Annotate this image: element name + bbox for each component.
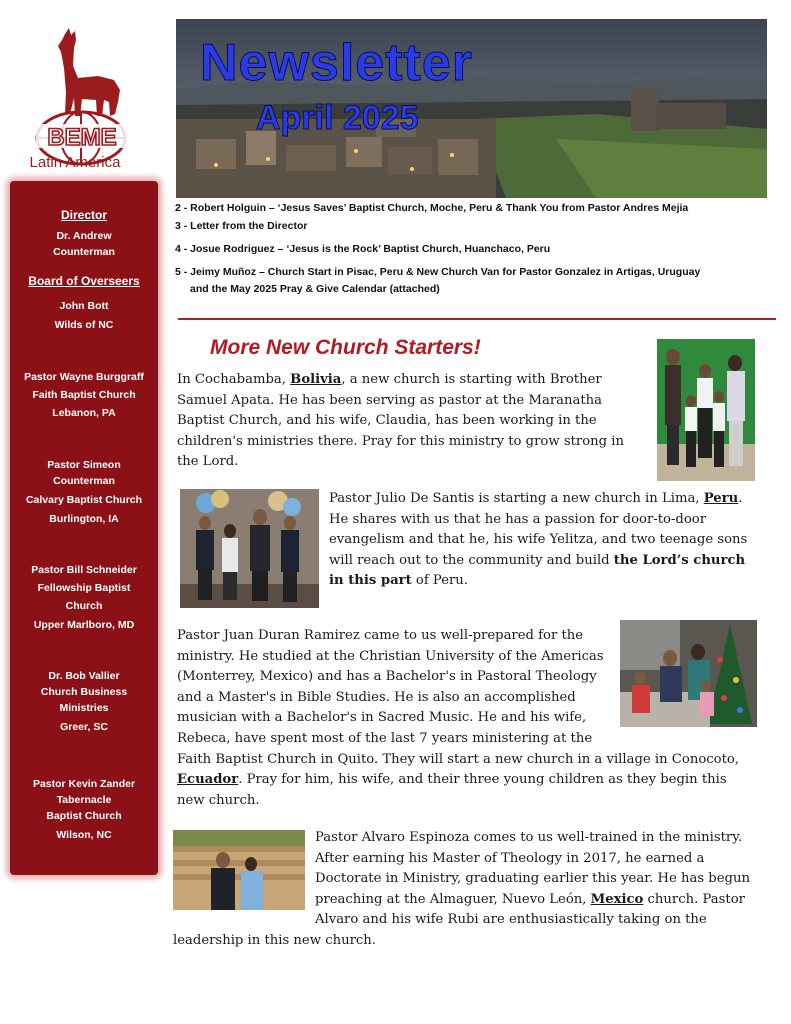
- photo-duran-family: [620, 620, 757, 727]
- board-member: Pastor Simeon: [47, 459, 121, 471]
- logo-region: Latin America: [29, 154, 121, 171]
- director-heading: Director: [60, 208, 107, 222]
- board-member: Church: [65, 600, 103, 612]
- director-name: Dr. Andrew: [56, 230, 112, 242]
- board-member: Pastor Wayne Burggraff: [24, 371, 144, 383]
- board-member: Wilson, NC: [56, 829, 112, 841]
- board-member: Tabernacle: [56, 794, 112, 806]
- board-member: John Bott: [59, 300, 109, 312]
- board-member: Church Business: [40, 686, 128, 698]
- board-member: Pastor Bill Schneider: [31, 564, 137, 576]
- country-mexico: Mexico: [590, 891, 644, 907]
- newsletter-date: April 2025: [256, 99, 419, 137]
- article-paragraph-wrap: [173, 828, 757, 952]
- board-member: Counterman: [53, 475, 115, 487]
- article-paragraph: Pastor Juan Duran Ramirez came to us well-prepared for the ministry. He studied at the Christian University of the Americas (Monterrey, Mexico) and has a Bachelor's in Pastoral Theology and a Master's in Bible Studies. He is also an accomplished musician with a Bachelor's in Sacred Music. He and his wife, Rebeca, have spent most of the last 7 years ministering at the Faith Baptist Church in Quito. They will start a new church in a village in Conocoto, Ecuador. Pray for him, his wife, and their three young children as they begin this new church.: [177, 628, 740, 808]
- board-member: Greer, SC: [60, 721, 108, 733]
- board-member: Burlington, IA: [49, 513, 119, 525]
- article-paragraph: Pastor Julio De Santis is starting a new church in Lima, Peru. He shares with us that he has a passion for door-to-door evangelism and that he, his wife Yelitza, and two teenage sons will reach out to the community and build the Lord’s church in this part of Peru.: [329, 491, 748, 589]
- contents-item: 4 - Josue Rodriguez – ‘Jesus is the Rock’ Baptist Church, Huanchaco, Peru: [175, 243, 551, 255]
- contents-item: 5 - Jeimy Muñoz – Church Start in Pisac, Peru & New Church Van for Pastor Gonzalez in Artigas, Uruguay: [175, 266, 701, 278]
- photo-espinoza-couple: [173, 830, 305, 910]
- article-headline: More New Church Starters!: [210, 336, 481, 359]
- board-sidebar: [10, 181, 158, 875]
- newsletter-title: Newsletter: [200, 34, 473, 92]
- director-name: Counterman: [53, 246, 115, 258]
- photo-de-santis-family: [180, 489, 319, 608]
- contents-item: 2 - Robert Holguin – ‘Jesus Saves’ Baptist Church, Moche, Peru & Thank You from Pastor Andres Mejia: [175, 202, 689, 214]
- article-paragraph: In Cochabamba, Bolivia, a new church is starting with Brother Samuel Apata. He has been serving as pastor at the Maranatha Baptist Church, and his wife, Claudia, has been working in the children's ministries there. Pray for this ministry to grow strong in the Lord.: [177, 372, 624, 470]
- contents-item: and the May 2025 Pray & Give Calendar (attached): [190, 283, 440, 295]
- board-member: Ministries: [59, 702, 109, 714]
- board-member: Fellowship Baptist: [37, 582, 131, 594]
- photo-apata-family: [657, 339, 755, 481]
- board-member: Dr. Bob Vallier: [48, 670, 120, 682]
- country-bolivia: Bolivia: [290, 372, 342, 387]
- country-peru: Peru: [703, 491, 739, 506]
- contents-item: 3 - Letter from the Director: [175, 220, 308, 232]
- article-paragraph-wrap: [177, 626, 757, 811]
- country-ecuador: Ecuador: [177, 772, 239, 788]
- newsletter-banner: [176, 19, 767, 198]
- board-member: Pastor Kevin Zander: [32, 778, 136, 790]
- board-member: Lebanon, PA: [52, 407, 116, 419]
- article-paragraph: Pastor Alvaro Espinoza comes to us well-trained in the ministry. After earning his Master of Theology in 2017, he earned a Doctorate in Ministry, graduating earlier this year. He has begun preaching at the Almaguer, Nuevo León, Mexico church. Pastor Alvaro and his wife Rubi are enthusiastically taking on the leadership in this new church.: [173, 830, 750, 948]
- board-member: Baptist Church: [46, 810, 122, 822]
- section-divider: [178, 318, 776, 320]
- board-member: Faith Baptist Church: [32, 389, 136, 401]
- board-member: Calvary Baptist Church: [25, 494, 143, 506]
- logo-letters: BEME: [47, 124, 117, 151]
- board-member: Upper Marlboro, MD: [33, 619, 135, 631]
- board-heading: Board of Overseers: [28, 274, 140, 288]
- board-member: Wilds of NC: [54, 319, 114, 331]
